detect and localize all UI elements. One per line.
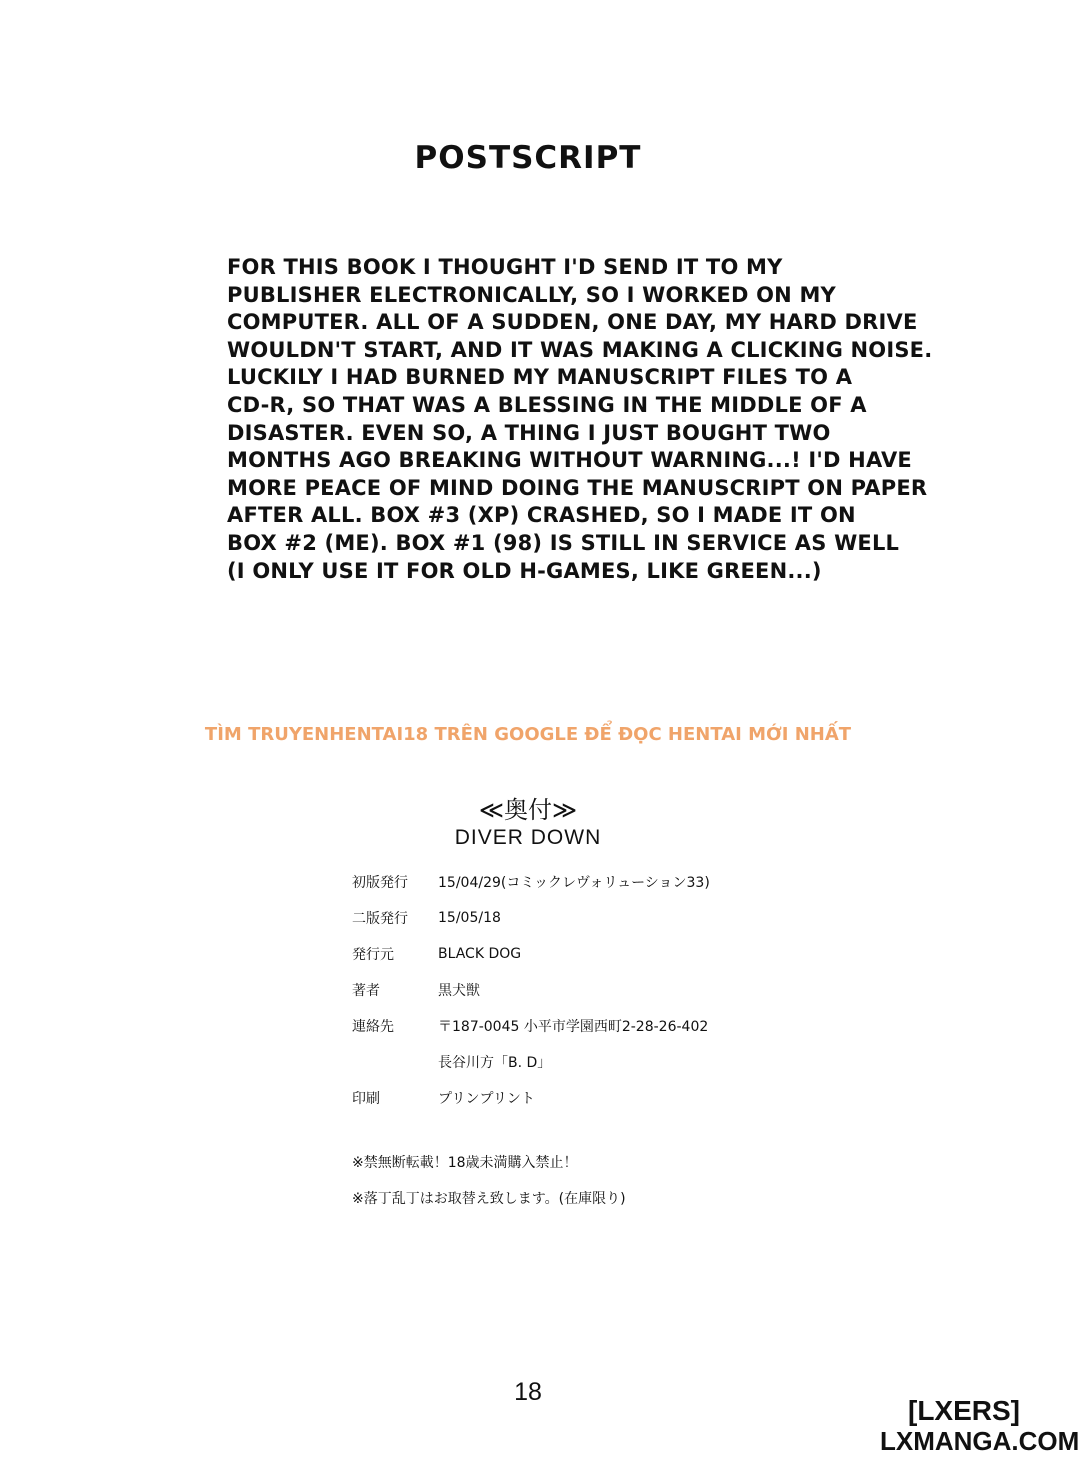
- postscript-line: CD-R, SO THAT WAS A BLESSING IN THE MIDDLE OF A: [227, 392, 867, 417]
- postscript-line: DISASTER. EVEN SO, A THING I JUST BOUGHT TWO: [227, 420, 831, 445]
- postscript-line: MONTHS AGO BREAKING WITHOUT WARNING...! I'D HAVE: [227, 448, 912, 473]
- colophon-row: [352, 972, 912, 1008]
- colophon-label: 二版発行: [352, 911, 408, 927]
- colophon-label: 初版発行: [352, 875, 408, 891]
- colophon-row: [352, 1080, 912, 1116]
- colophon-value: 〒187-0045 小平市学園西町2-28-26-402: [438, 1019, 709, 1035]
- page-number: 18: [514, 1378, 542, 1406]
- postscript-body: [227, 254, 933, 585]
- colophon-notes: [352, 1152, 912, 1224]
- colophon-value: 長谷川方「B. D」: [438, 1055, 552, 1071]
- postscript-line: AFTER ALL. BOX #3 (XP) CRASHED, SO I MADE IT ON: [227, 503, 856, 528]
- colophon-label: 著者: [352, 983, 380, 999]
- postscript-line: WOULDN'T START, AND IT WAS MAKING A CLICKING NOISE.: [227, 337, 933, 362]
- colophon-value: 黒犬獣: [438, 983, 480, 999]
- colophon-title: ≪奥付≫: [478, 796, 578, 824]
- colophon-label: 連絡先: [352, 1019, 394, 1035]
- colophon-value: 15/04/29(コミックレヴォリューション33): [438, 875, 710, 891]
- logo-line: LXMANGA.COM: [880, 1426, 1079, 1456]
- colophon-value: 15/05/18: [438, 910, 501, 926]
- colophon-table: [352, 864, 912, 1116]
- logo-line: [LXERS]: [908, 1395, 1020, 1426]
- colophon-row: [352, 1008, 912, 1044]
- colophon-row: [352, 864, 912, 900]
- colophon-note: ※禁無断転載！18歳未満購入禁止！: [352, 1155, 578, 1171]
- postscript-line: BOX #2 (ME). BOX #1 (98) IS STILL IN SERVICE AS WELL: [227, 530, 900, 555]
- postscript-line: PUBLISHER ELECTRONICALLY, SO I WORKED ON MY: [227, 282, 836, 307]
- colophon-note: ※落丁乱丁はお取替え致します。(在庫限り): [352, 1191, 626, 1207]
- postscript-line: (I ONLY USE IT FOR OLD H-GAMES, LIKE GREEN...): [227, 558, 822, 583]
- postscript-line: COMPUTER. ALL OF A SUDDEN, ONE DAY, MY HARD DRIVE: [227, 310, 918, 335]
- site-logo: [880, 1395, 1079, 1456]
- book-title: DIVER DOWN: [454, 826, 602, 849]
- postscript-line: MORE PEACE OF MIND DOING THE MANUSCRIPT ON PAPER: [227, 475, 928, 500]
- postscript-line: LUCKILY I HAD BURNED MY MANUSCRIPT FILES TO A: [227, 365, 853, 390]
- colophon-row: [352, 936, 912, 972]
- colophon-row: [352, 1044, 912, 1080]
- postscript-title: POSTSCRIPT: [414, 140, 642, 176]
- colophon-value: BLACK DOG: [438, 946, 522, 962]
- watermark-banner: TÌM TRUYENHENTAI18 TRÊN GOOGLE ĐỂ ĐỌC HENTAI MỚI NHẤT: [204, 724, 852, 745]
- colophon-label: 印刷: [352, 1091, 380, 1107]
- colophon-row: [352, 900, 912, 936]
- colophon-value: プリンプリント: [438, 1091, 535, 1107]
- colophon-label: 発行元: [352, 947, 394, 963]
- postscript-line: FOR THIS BOOK I THOUGHT I'D SEND IT TO MY: [227, 255, 783, 279]
